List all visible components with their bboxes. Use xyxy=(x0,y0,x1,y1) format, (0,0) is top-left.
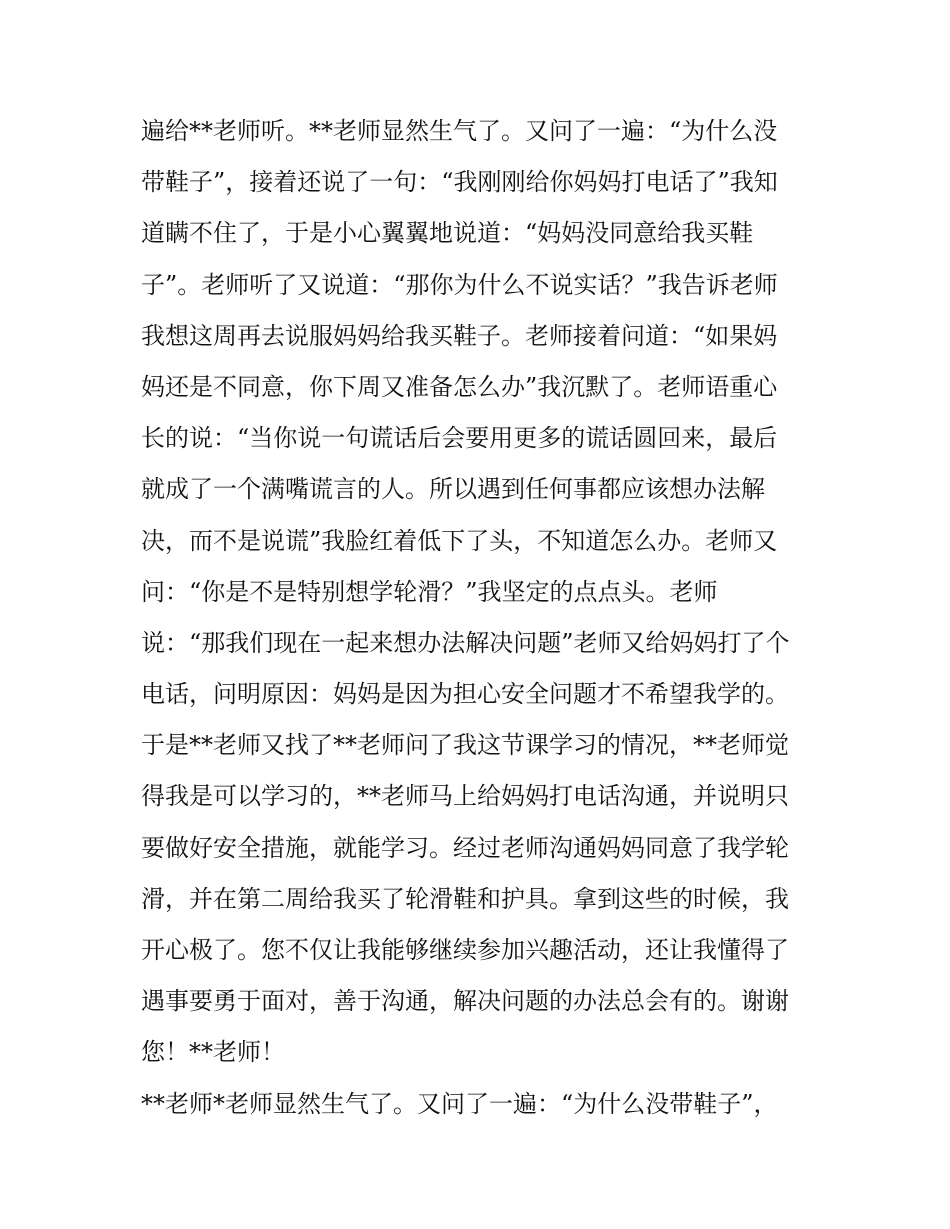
text-line: 于是**老师又找了**老师问了我这节课学习的情况，**老师觉 xyxy=(141,731,789,760)
text-line: 子”。老师听了又说道：“那你为什么不说实话？”我告诉老师 xyxy=(141,270,778,299)
text-line: 妈还是不同意，你下周又准备怎么办”我沉默了。老师语重心 xyxy=(141,372,778,401)
text-line: 长的说：“当你说一句谎话后会要用更多的谎话圆回来，最后 xyxy=(141,424,778,453)
text-line: 电话，问明原因：妈妈是因为担心安全问题才不希望我学的。 xyxy=(141,680,789,709)
text-line: 就成了一个满嘴谎言的人。所以遇到任何事都应该想办法解 xyxy=(141,475,765,504)
body-text xyxy=(141,106,821,1130)
text-line: 带鞋子”，接着还说了一句：“我刚刚给你妈妈打电话了”我知 xyxy=(141,168,778,197)
text-line: 得我是可以学习的，**老师马上给妈妈打电话沟通，并说明只 xyxy=(141,782,789,811)
text-line: 滑，并在第二周给我买了轮滑鞋和护具。拿到这些的时候，我 xyxy=(141,884,789,913)
text-line: 要做好安全措施，就能学习。经过老师沟通妈妈同意了我学轮 xyxy=(141,833,789,862)
text-line: 问：“你是不是特别想学轮滑？”我坚定的点点头。老师 xyxy=(141,577,718,606)
text-line: **老师*老师显然生气了。又问了一遍：“为什么没带鞋子”， xyxy=(141,1089,778,1118)
text-line: 我想这周再去说服妈妈给我买鞋子。老师接着问道：“如果妈 xyxy=(141,321,778,350)
text-line: 您！**老师！ xyxy=(141,1038,285,1067)
text-line: 决，而不是说谎”我脸红着低下了头，不知道怎么办。老师又 xyxy=(141,526,778,555)
text-line: 开心极了。您不仅让我能够继续参加兴趣活动，还让我懂得了 xyxy=(141,936,789,964)
text-line: 遇事要勇于面对，善于沟通，解决问题的办法总会有的。谢谢 xyxy=(141,987,789,1016)
text-line: 道瞒不住了，于是小心翼翼地说道：“妈妈没同意给我买鞋 xyxy=(141,219,754,248)
text-line: 说：“那我们现在一起来想办法解决问题”老师又给妈妈打了个 xyxy=(141,628,790,657)
text-line: 遍给**老师听。**老师显然生气了。又问了一遍：“为什么没 xyxy=(141,117,778,145)
